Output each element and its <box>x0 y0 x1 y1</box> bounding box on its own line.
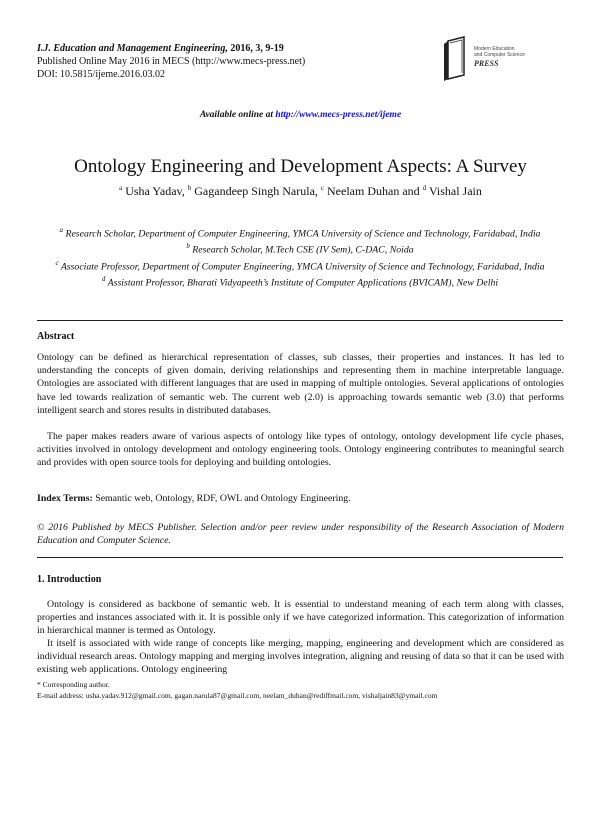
author: Gagandeep Singh Narula, <box>191 184 321 198</box>
doi: DOI: 10.5815/ijeme.2016.03.02 <box>37 69 166 80</box>
affiliation: $^d$ Assistant Professor, Bharati Vidyapeeth’s Institute of Computer Applications (BVICAM), New Delhi <box>101 275 499 289</box>
index-terms-text: Semantic web, Ontology, RDF, OWL and Ontology Engineering. <box>92 493 351 504</box>
email-addresses: E-mail address: usha.yadav.912@gmail.com, gagan.narula87@gmail.com, neelam_duhan@rediffmail.com, vishaljain83@ymail.com <box>37 690 438 700</box>
divider <box>37 557 563 558</box>
available-label: Available online at <box>199 110 276 120</box>
index-terms-label: Index Terms: <box>37 493 93 504</box>
copyright: © 2016 Published by MECS Publisher. Selection and/or peer review under responsibility of the Research Association of Modern Education and Computer Science. <box>37 522 564 547</box>
intro-paragraph: It itself is associated with wide range of concepts like merging, mapping, engineering and development which are considered as individual research areas. Ontology mapping and merging involves integration, aligning and reusing of data so that it can be used with existing web applications. Ontology engineering <box>37 638 564 676</box>
journal-name: I.J. Education and Management Engineering, <box>37 43 228 54</box>
journal-header <box>37 42 305 81</box>
intro-heading: 1. Introduction <box>37 574 102 585</box>
abstract-paragraph: The paper makes readers aware of various aspects of ontology like types of ontology, ontology development life cycle phases, activities involved in ontology development and ontology engineering tools. Ontology engineering contributes to meaningful search and provides with open source tools for deploying and building ontologies. <box>37 431 564 469</box>
author: Usha Yadav, <box>122 184 188 198</box>
author: Neelam Duhan and <box>324 184 423 198</box>
author-sup: a <box>119 184 123 192</box>
intro-paragraph: Ontology is considered as backbone of semantic web. It is essential to understand meaning of each term along with classes, properties and instances associated with it. It is possible only if we have categorized information. This categorization of information in hierarchical manner is termed as Ontology. <box>37 599 564 637</box>
paper-title: Ontology Engineering and Development Aspects: A Survey <box>74 156 527 177</box>
author-sup: d <box>422 184 427 192</box>
mecs-press-logo <box>438 35 568 85</box>
book-icon <box>438 35 472 83</box>
logo-text: Modern Education <box>474 46 515 52</box>
divider <box>37 320 563 321</box>
footnote <box>37 680 437 701</box>
affiliation: $^a$ Research Scholar, Department of Computer Engineering, YMCA University of Science and Technology, Faridabad, India <box>59 226 541 240</box>
authors <box>0 184 601 199</box>
abstract-paragraph: Ontology can be defined as hierarchical representation of classes, sub classes, their properties and instances. It has led to understanding the concepts of given domain, deriving relationships and representing them in machine interpretable language. Ontologies are associated with different languages that are used in mapping of multiple ontologies. Several applications of ontologies have led towards realization of semantic web. The current web (2.0) is approaching towards semantic web (3.0) that performs intelligent search and stores results in distributed databases. <box>37 352 564 416</box>
corresponding-author: * Corresponding author. <box>37 680 110 689</box>
affiliation: $^c$ Associate Professor, Department of Computer Engineering, YMCA University of Science and Technology, Faridabad, India <box>55 258 545 273</box>
author-sup: c <box>320 184 325 192</box>
logo-text: and Computer Science <box>474 51 525 58</box>
author: Vishal Jain <box>426 184 482 198</box>
journal-link[interactable]: http://www.mecs-press.net/ijeme <box>275 110 402 120</box>
journal-volume: 2016, 3, 9-19 <box>227 43 284 54</box>
published-line: Published Online May 2016 in MECS (http://www.mecs-press.net) <box>37 56 306 67</box>
index-terms <box>37 492 564 505</box>
author-sup: b <box>187 184 192 192</box>
abstract-heading: Abstract <box>37 331 75 342</box>
affiliations <box>37 224 563 290</box>
available-online <box>0 110 601 120</box>
logo-press: PRESS <box>474 59 499 68</box>
affiliation: $^b$ Research Scholar, M.Tech CSE (IV Sem), C-DAC, Noida <box>186 242 414 256</box>
